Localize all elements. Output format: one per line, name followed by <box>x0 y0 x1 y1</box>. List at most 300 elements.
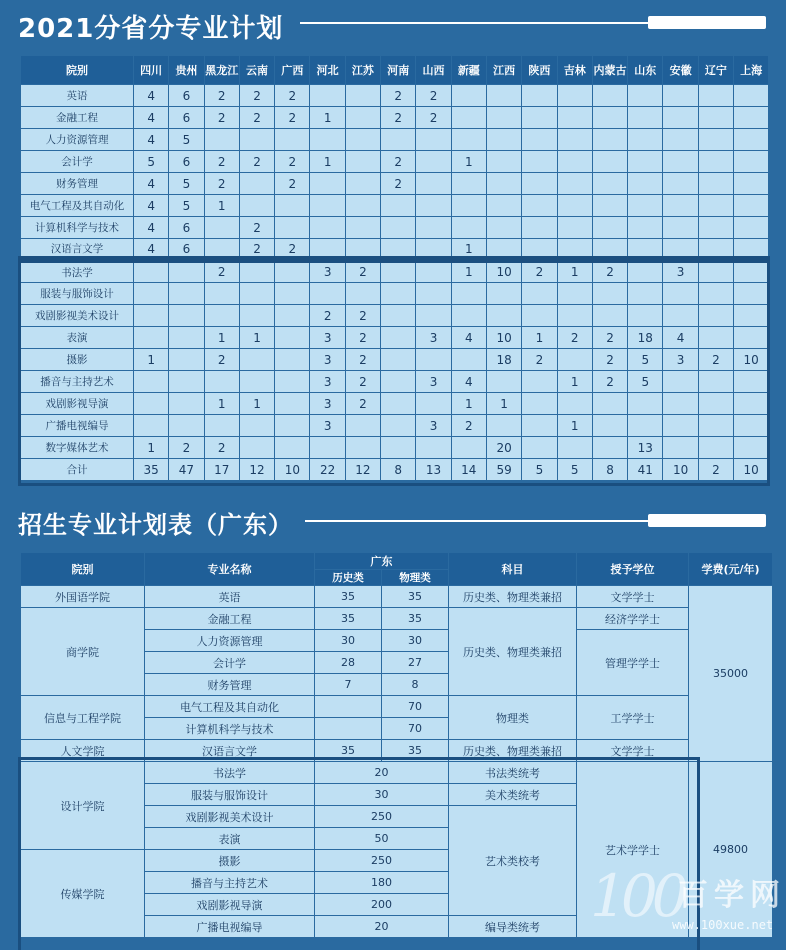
plan-count-cell <box>698 85 733 107</box>
gd-major: 金融工程 <box>145 608 315 630</box>
plan-count-cell <box>239 173 274 195</box>
plan-count-cell <box>451 217 486 239</box>
plan-count-cell <box>734 327 769 349</box>
plan-count-cell: 1 <box>204 195 239 217</box>
plan-count-cell <box>486 217 521 239</box>
plan-count-cell: 1 <box>239 327 274 349</box>
plan-count-cell <box>169 371 204 393</box>
gd-total-count: 250 <box>315 806 449 828</box>
plan-count-cell <box>451 129 486 151</box>
gd-total-count: 180 <box>315 872 449 894</box>
plan-count-cell: 2 <box>381 85 416 107</box>
plan-count-cell <box>381 415 416 437</box>
plan-count-cell <box>698 415 733 437</box>
gd-header-major: 专业名称 <box>145 553 315 586</box>
plan-count-cell <box>522 129 557 151</box>
plan-count-cell <box>486 371 521 393</box>
plan-count-cell <box>275 305 310 327</box>
plan-count-cell: 2 <box>345 327 380 349</box>
plan-count-cell <box>734 151 769 173</box>
gd-physics-count: 35 <box>382 740 449 762</box>
plan-major-label: 数字媒体艺术 <box>21 437 134 459</box>
gd-major: 服装与服饰设计 <box>145 784 315 806</box>
plan-count-cell: 4 <box>663 327 698 349</box>
gd-major: 电气工程及其自动化 <box>145 696 315 718</box>
plan-count-cell: 6 <box>169 151 204 173</box>
plan-count-cell: 2 <box>204 173 239 195</box>
plan-count-cell: 1 <box>134 437 169 459</box>
plan-count-cell: 3 <box>663 261 698 283</box>
plan-count-cell <box>275 129 310 151</box>
plan-count-cell: 2 <box>416 107 451 129</box>
plan-count-cell: 2 <box>345 371 380 393</box>
plan-count-cell: 6 <box>169 85 204 107</box>
plan-major-label: 播音与主持艺术 <box>21 371 134 393</box>
plan-count-cell: 5 <box>522 459 557 481</box>
plan-count-cell: 10 <box>486 327 521 349</box>
gd-subject: 历史类、物理类兼招 <box>449 586 577 608</box>
plan-count-cell <box>557 283 592 305</box>
plan-count-cell: 1 <box>204 327 239 349</box>
plan-count-cell: 2 <box>239 85 274 107</box>
plan-count-cell <box>592 195 627 217</box>
plan-row <box>21 107 769 129</box>
plan-major-label: 合计 <box>21 459 134 481</box>
gd-header-physics: 物理类 <box>382 570 449 586</box>
gd-history-count <box>315 696 382 718</box>
plan-count-cell: 1 <box>451 151 486 173</box>
header-province: 山西 <box>416 56 451 85</box>
plan-count-cell <box>698 195 733 217</box>
plan-count-cell <box>275 393 310 415</box>
plan-count-cell <box>381 327 416 349</box>
plan-count-cell: 2 <box>239 217 274 239</box>
plan-count-cell <box>734 239 769 261</box>
gd-subject: 编导类统考 <box>449 916 577 938</box>
plan-count-cell <box>522 283 557 305</box>
plan-count-cell: 2 <box>169 437 204 459</box>
plan-count-cell <box>345 85 380 107</box>
plan-count-cell <box>663 371 698 393</box>
plan-count-cell: 8 <box>592 459 627 481</box>
plan-count-cell: 3 <box>310 415 345 437</box>
plan-major-label: 英语 <box>21 85 134 107</box>
plan-count-cell: 2 <box>239 239 274 261</box>
plan-count-cell: 59 <box>486 459 521 481</box>
plan-count-cell: 3 <box>416 327 451 349</box>
gd-history-count: 35 <box>315 740 382 762</box>
plan-count-cell: 3 <box>310 393 345 415</box>
plan-major-label: 戏剧影视导演 <box>21 393 134 415</box>
gd-history-count: 35 <box>315 608 382 630</box>
plan-count-cell <box>698 393 733 415</box>
plan-count-cell: 2 <box>345 261 380 283</box>
header-province: 河北 <box>310 56 345 85</box>
plan-count-cell: 2 <box>239 151 274 173</box>
plan-count-cell: 6 <box>169 217 204 239</box>
gd-header-guangdong: 广东 <box>315 553 449 570</box>
plan-row <box>21 261 769 283</box>
gd-college: 人文学院 <box>21 740 145 762</box>
plan-count-cell <box>275 195 310 217</box>
plan-count-cell <box>628 85 663 107</box>
plan-count-cell <box>698 261 733 283</box>
plan-count-cell <box>204 305 239 327</box>
gd-degree: 艺术学学士 <box>577 762 689 938</box>
header-province: 新疆 <box>451 56 486 85</box>
plan-count-cell: 2 <box>204 261 239 283</box>
plan-count-cell: 10 <box>734 459 769 481</box>
plan-count-cell: 4 <box>134 173 169 195</box>
plan-count-cell <box>381 239 416 261</box>
plan-count-cell <box>239 349 274 371</box>
plan-count-cell <box>134 415 169 437</box>
plan-count-cell <box>310 129 345 151</box>
plan-count-cell: 2 <box>451 415 486 437</box>
plan-count-cell: 13 <box>416 459 451 481</box>
plan-count-cell: 18 <box>486 349 521 371</box>
gd-degree: 文学学士 <box>577 586 689 608</box>
gd-subject: 美术类统考 <box>449 784 577 806</box>
gd-total-count: 200 <box>315 894 449 916</box>
plan-count-cell: 5 <box>628 349 663 371</box>
plan-count-cell <box>134 305 169 327</box>
plan-count-cell <box>663 283 698 305</box>
gd-header-fee: 学费(元/年) <box>689 553 773 586</box>
plan-row <box>21 393 769 415</box>
plan-count-cell: 2 <box>275 107 310 129</box>
plan-count-cell <box>451 195 486 217</box>
plan-count-cell: 12 <box>345 459 380 481</box>
plan-count-cell <box>134 283 169 305</box>
gd-header-college: 院别 <box>21 553 145 586</box>
plan-row <box>21 129 769 151</box>
plan-count-cell <box>416 195 451 217</box>
header-province: 山东 <box>628 56 663 85</box>
plan-row <box>21 305 769 327</box>
plan-major-label: 人力资源管理 <box>21 129 134 151</box>
plan-count-cell <box>416 129 451 151</box>
plan-count-cell <box>381 195 416 217</box>
plan-count-cell <box>381 393 416 415</box>
gd-major: 播音与主持艺术 <box>145 872 315 894</box>
plan-count-cell <box>486 415 521 437</box>
plan-count-cell <box>239 283 274 305</box>
plan-count-cell <box>557 349 592 371</box>
plan-count-cell <box>169 305 204 327</box>
plan-count-cell: 4 <box>134 217 169 239</box>
header-province: 贵州 <box>169 56 204 85</box>
plan-count-cell <box>345 173 380 195</box>
plan-count-cell: 1 <box>204 393 239 415</box>
plan-major-label: 戏剧影视美术设计 <box>21 305 134 327</box>
gd-row <box>21 762 773 784</box>
plan-major-label: 书法学 <box>21 261 134 283</box>
plan-count-cell: 2 <box>416 85 451 107</box>
plan-count-cell: 4 <box>134 107 169 129</box>
plan-count-cell <box>310 217 345 239</box>
plan-major-label: 表演 <box>21 327 134 349</box>
plan-count-cell: 18 <box>628 327 663 349</box>
plan-count-cell <box>275 261 310 283</box>
plan-count-cell <box>734 415 769 437</box>
plan-count-cell <box>486 305 521 327</box>
header-province: 内蒙古 <box>592 56 627 85</box>
plan-count-cell <box>169 261 204 283</box>
plan-count-cell: 1 <box>557 261 592 283</box>
gd-history-count: 7 <box>315 674 382 696</box>
plan-count-cell: 2 <box>698 459 733 481</box>
plan-count-cell <box>310 195 345 217</box>
plan-count-cell <box>451 437 486 459</box>
plan-count-cell <box>239 371 274 393</box>
plan-count-cell <box>275 217 310 239</box>
plan-count-cell <box>592 305 627 327</box>
plan-count-cell <box>663 129 698 151</box>
plan-major-label: 金融工程 <box>21 107 134 129</box>
gd-physics-count: 70 <box>382 696 449 718</box>
plan-count-cell <box>345 239 380 261</box>
gd-history-count <box>315 718 382 740</box>
plan-count-cell <box>275 371 310 393</box>
plan-count-cell <box>628 151 663 173</box>
plan-count-cell <box>381 437 416 459</box>
plan-count-cell <box>663 415 698 437</box>
plan-count-cell: 6 <box>169 239 204 261</box>
plan-count-cell <box>486 129 521 151</box>
plan-count-cell <box>698 327 733 349</box>
plan-count-cell: 5 <box>169 195 204 217</box>
header-province: 黑龙江 <box>204 56 239 85</box>
plan-count-cell <box>592 217 627 239</box>
plan-count-cell <box>628 129 663 151</box>
plan-count-cell: 2 <box>239 107 274 129</box>
plan-count-cell <box>522 217 557 239</box>
plan-count-cell <box>734 217 769 239</box>
plan-count-cell <box>134 261 169 283</box>
plan-count-cell <box>628 217 663 239</box>
plan-count-cell <box>734 371 769 393</box>
title2-deco-line <box>305 520 650 522</box>
plan-major-label: 广播电视编导 <box>21 415 134 437</box>
plan-count-cell <box>169 393 204 415</box>
plan-count-cell <box>592 393 627 415</box>
header-province: 河南 <box>381 56 416 85</box>
header-province: 四川 <box>134 56 169 85</box>
plan-count-cell <box>169 349 204 371</box>
plan-count-cell: 2 <box>204 349 239 371</box>
plan-count-cell <box>381 349 416 371</box>
gd-subject: 书法类统考 <box>449 762 577 784</box>
plan-count-cell: 5 <box>169 129 204 151</box>
plan-count-cell: 47 <box>169 459 204 481</box>
plan-count-cell <box>628 173 663 195</box>
plan-count-cell <box>416 305 451 327</box>
plan-count-cell <box>451 305 486 327</box>
watermark-logo: 100 <box>590 862 683 930</box>
plan-count-cell: 10 <box>486 261 521 283</box>
plan-count-cell <box>734 107 769 129</box>
plan-major-label: 计算机科学与技术 <box>21 217 134 239</box>
plan-count-cell: 3 <box>310 349 345 371</box>
gd-total-count: 20 <box>315 916 449 938</box>
header-province: 广西 <box>275 56 310 85</box>
plan-major-label: 电气工程及其自动化 <box>21 195 134 217</box>
plan-count-cell <box>628 107 663 129</box>
gd-college: 商学院 <box>21 608 145 696</box>
plan-count-cell: 41 <box>628 459 663 481</box>
gd-major: 人力资源管理 <box>145 630 315 652</box>
plan-count-cell: 2 <box>557 327 592 349</box>
plan-row <box>21 437 769 459</box>
plan-count-cell: 22 <box>310 459 345 481</box>
plan-count-cell <box>628 393 663 415</box>
plan-count-cell: 1 <box>134 349 169 371</box>
gd-header-row <box>21 553 773 570</box>
plan-count-cell <box>486 151 521 173</box>
gd-header-history: 历史类 <box>315 570 382 586</box>
plan-count-cell <box>345 283 380 305</box>
plan-count-cell <box>592 415 627 437</box>
gd-college: 信息与工程学院 <box>21 696 145 740</box>
plan-count-cell <box>592 173 627 195</box>
plan-count-cell <box>134 371 169 393</box>
plan-count-cell <box>734 283 769 305</box>
plan-count-cell <box>734 173 769 195</box>
plan-count-cell <box>522 393 557 415</box>
plan-count-cell <box>416 283 451 305</box>
plan-count-cell <box>169 415 204 437</box>
plan-count-cell: 1 <box>451 239 486 261</box>
plan-count-cell <box>310 239 345 261</box>
plan-count-cell <box>416 173 451 195</box>
gd-major: 戏剧影视导演 <box>145 894 315 916</box>
plan-row <box>21 283 769 305</box>
gd-physics-count: 30 <box>382 630 449 652</box>
plan-count-cell <box>557 173 592 195</box>
plan-count-cell <box>663 195 698 217</box>
plan-count-cell: 10 <box>663 459 698 481</box>
gd-major: 摄影 <box>145 850 315 872</box>
plan-count-cell <box>592 129 627 151</box>
plan-count-cell <box>345 107 380 129</box>
plan-count-cell <box>734 195 769 217</box>
plan-count-cell <box>698 151 733 173</box>
header-province: 江苏 <box>345 56 380 85</box>
plan-count-cell: 2 <box>522 261 557 283</box>
plan-count-cell: 2 <box>381 107 416 129</box>
plan-row <box>21 371 769 393</box>
plan-count-cell <box>592 85 627 107</box>
plan-count-cell <box>592 107 627 129</box>
gd-physics-count: 35 <box>382 608 449 630</box>
plan-count-cell <box>734 437 769 459</box>
plan-count-cell <box>663 437 698 459</box>
gd-degree: 文学学士 <box>577 740 689 762</box>
plan-count-cell <box>698 437 733 459</box>
plan-row <box>21 217 769 239</box>
plan-count-cell <box>592 151 627 173</box>
plan-count-cell: 1 <box>310 107 345 129</box>
plan-major-label: 会计学 <box>21 151 134 173</box>
plan-count-cell <box>486 173 521 195</box>
plan-row <box>21 349 769 371</box>
plan-count-cell <box>734 305 769 327</box>
plan-count-cell <box>628 239 663 261</box>
plan-count-cell: 1 <box>522 327 557 349</box>
plan-count-cell: 2 <box>204 151 239 173</box>
plan-count-cell <box>557 85 592 107</box>
plan-count-cell <box>204 415 239 437</box>
plan-count-cell <box>275 349 310 371</box>
plan-count-cell: 13 <box>628 437 663 459</box>
plan-count-cell: 4 <box>451 371 486 393</box>
plan-row <box>21 151 769 173</box>
title2-deco-bar <box>648 514 766 527</box>
plan-row <box>21 195 769 217</box>
plan-count-cell <box>345 415 380 437</box>
plan-count-cell <box>451 283 486 305</box>
plan-count-cell <box>275 327 310 349</box>
plan-count-cell <box>204 239 239 261</box>
plan-count-cell <box>522 151 557 173</box>
plan-count-cell: 2 <box>345 305 380 327</box>
plan-count-cell <box>557 195 592 217</box>
gd-subject: 物理类 <box>449 696 577 740</box>
gd-subject: 历史类、物理类兼招 <box>449 740 577 762</box>
plan-count-cell <box>698 173 733 195</box>
plan-title: 2021分省分专业计划 <box>18 14 284 44</box>
header-province: 吉林 <box>557 56 592 85</box>
plan-count-cell: 2 <box>275 239 310 261</box>
gd-degree: 经济学学士 <box>577 608 689 630</box>
plan-count-cell: 35 <box>134 459 169 481</box>
plan-count-cell <box>416 437 451 459</box>
header-province: 安徽 <box>663 56 698 85</box>
gd-major: 表演 <box>145 828 315 850</box>
plan-count-cell <box>592 239 627 261</box>
plan-count-cell: 4 <box>134 85 169 107</box>
gd-major: 戏剧影视美术设计 <box>145 806 315 828</box>
plan-count-cell <box>663 85 698 107</box>
plan-count-cell: 2 <box>345 349 380 371</box>
province-plan-body <box>21 85 769 481</box>
gd-row <box>21 586 773 608</box>
gd-major: 英语 <box>145 586 315 608</box>
gd-major: 广播电视编导 <box>145 916 315 938</box>
province-plan-header-row <box>21 56 769 85</box>
plan-count-cell <box>698 129 733 151</box>
plan-count-cell <box>381 261 416 283</box>
plan-count-cell <box>557 217 592 239</box>
header-province: 云南 <box>239 56 274 85</box>
gd-total-count: 50 <box>315 828 449 850</box>
plan-count-cell <box>663 107 698 129</box>
plan-count-cell <box>310 283 345 305</box>
gd-history-count: 30 <box>315 630 382 652</box>
plan-count-cell: 1 <box>486 393 521 415</box>
plan-count-cell <box>663 151 698 173</box>
plan-count-cell: 20 <box>486 437 521 459</box>
plan-count-cell <box>486 107 521 129</box>
plan-count-cell: 5 <box>628 371 663 393</box>
plan-count-cell: 14 <box>451 459 486 481</box>
gd-row <box>21 608 773 630</box>
plan-count-cell <box>486 239 521 261</box>
gd-subject: 历史类、物理类兼招 <box>449 608 577 696</box>
plan-count-cell: 2 <box>204 437 239 459</box>
plan-count-cell <box>204 129 239 151</box>
